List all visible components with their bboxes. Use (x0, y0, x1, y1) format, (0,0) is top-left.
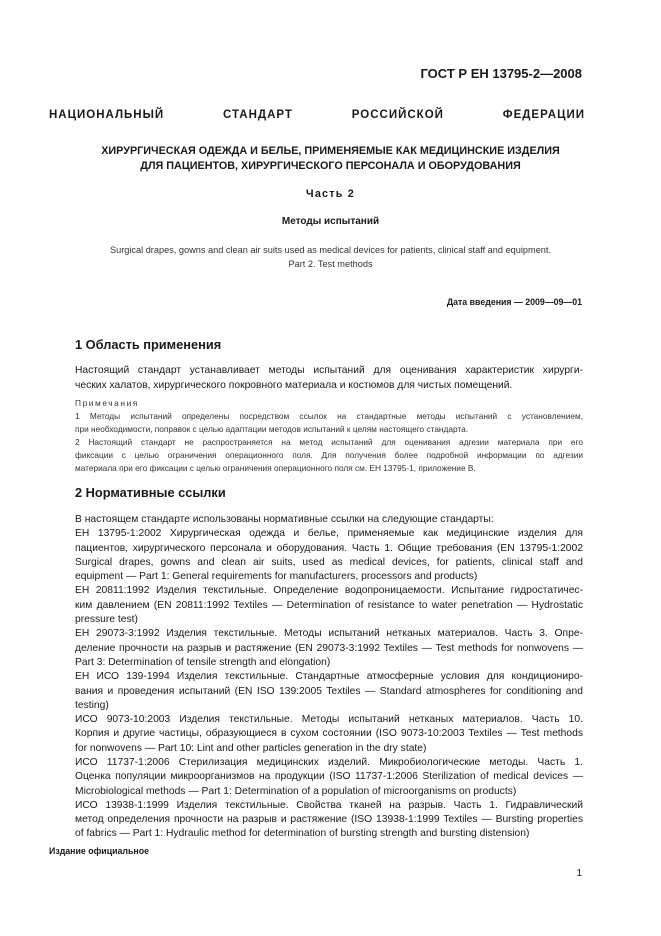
note-line: 1 Методы испытаний определены посредством ссылок на стандартные методы испытаний с установлением, (75, 411, 583, 421)
section-2-heading: 2 Нормативные ссылки (75, 485, 226, 500)
reference-line: of fabrics — Part 1: Hydraulic method for determination of bursting strength and bursting distension) (75, 828, 530, 839)
reference-line: ИСО 9073-10:2003 Изделия текстильные. Методы испытаний нетканых материалов. Часть 10. (75, 714, 583, 725)
national-standard-banner: НАЦИОНАЛЬНЫЙ СТАНДАРТ РОССИЙСКОЙ ФЕДЕРАЦИИ (49, 109, 585, 121)
reference-line: ЕН 29073-3:1992 Изделия текстильные. Методы испытаний нетканых материалов. Часть 3. Опре- (75, 628, 583, 639)
english-title-line-2: Part 2. Test methods (288, 259, 373, 269)
reference-line: Microbiological methods — Part 1: Determination of a population of microorganisms on products) (75, 786, 517, 797)
reference-line: pressure test) (75, 614, 138, 625)
reference-line: testing) (75, 700, 109, 711)
document-code: ГОСТ Р ЕН 13795-2—2008 (420, 66, 582, 81)
reference-line: вания и проведения испытаний (EN ISO 139:2005 Textiles — Standard atmospheres for conditioning and (75, 686, 583, 697)
title-line-1: ХИРУРГИЧЕСКАЯ ОДЕЖДА И БЕЛЬЕ, ПРИМЕНЯЕМЫЕ КАК МЕДИЦИНСКИЕ ИЗДЕЛИЯ (101, 145, 560, 157)
section-1-text-line: Настоящий стандарт устанавливает методы испытаний для оценивания характеристик хирурги- (75, 365, 583, 376)
reference-line: В настоящем стандарте использованы нормативные ссылки на следующие стандарты: (75, 514, 494, 525)
reference-line: ИСО 13938-1:1999 Изделия текстильные. Свойства тканей на разрыв. Часть 1. Гидравлический (75, 800, 583, 811)
reference-line: пациентов, хирургического персонала и оборудования. Часть 1. Общие требования (EN 13795-1:2002 (75, 543, 583, 554)
part-label: Часть 2 (306, 188, 355, 200)
reference-line: for nonwovens — Part 10: Lint and other particles generation in the dry state) (75, 743, 427, 754)
english-title-line-1: Surgical drapes, gowns and clean air suits used as medical devices for patients, clinical staff and equipment. (109, 245, 552, 255)
reference-line: Part 3: Determination of tensile strength and elongation) (75, 657, 331, 668)
title-line-2: ДЛЯ ПАЦИЕНТОВ, ХИРУРГИЧЕСКОГО ПЕРСОНАЛА И ОБОРУДОВАНИЯ (140, 160, 521, 172)
section-1-heading: 1 Область применения (75, 337, 222, 352)
reference-line: ИСО 11737-1:2006 Стерилизация медицинских изделий. Микробиологические методы. Часть 1. (75, 757, 583, 768)
reference-line: Оценка популяции микроорганизмов на продукции (ISO 11737-1:2006 Sterilization of medical devices — (75, 771, 583, 782)
section-1-text-line: ческих халатов, хирургического покровного материала и костюмов для чистых помещений. (75, 380, 513, 391)
reference-line: Surgical drapes, gowns and clean air suits, used as medical devices, for patients, clinical staff and (75, 557, 583, 568)
page-number: 1 (576, 868, 582, 879)
reference-line: Корпия и другие частицы, образующиеся в сухом состоянии (ISO 9073-10:2003 Textiles — Test methods (75, 728, 583, 739)
notes-heading: Примечания (75, 398, 139, 408)
reference-line: equipment — Part 1: General requirements for manufacturers, processors and products) (75, 571, 478, 582)
reference-line: ЕН 20811:1992 Изделия текстильные. Определение водопроницаемости. Испытание гидростатичес- (75, 585, 583, 596)
reference-line: метод определения прочности на разрыв и растяжение (ISO 13938-1:1999 Textiles — Bursting properties (75, 814, 583, 825)
note-line: материала при его фиксации с целью ограничения операционного поля см. ЕН 13795-1, приложение В. (75, 463, 476, 473)
reference-line: ким давлением (EN 20811:1992 Textiles — Determination of resistance to water penetration — Hydrostatic (75, 600, 583, 611)
subtitle: Методы испытаний (281, 216, 380, 227)
reference-line: ЕН 13795-1:2002 Хирургическая одежда и белье, применяемые как медицинские изделия для (75, 528, 583, 539)
introduction-date: Дата введения — 2009—09—01 (446, 297, 582, 307)
reference-line: ЕН ИСО 139-1994 Изделия текстильные. Стандартные атмосферные условия для кондициониро- (75, 671, 583, 682)
note-line: при необходимости, поправок с целью адаптации методов испытаний к целям настоящего стандарта. (75, 424, 469, 434)
note-line: фиксации с целью ограничения операционного поля. Для получения более подробной информации по адгезии (75, 450, 583, 460)
official-edition-label: Издание официальное (49, 846, 149, 856)
note-line: 2 Настоящий стандарт не распространяется на метод испытаний для оценивания адгезии материала при его (75, 437, 583, 447)
reference-line: деление прочности на разрыв и растяжение (EN 29073-3:1992 Textiles — Test methods for nonwovens — (75, 643, 583, 654)
